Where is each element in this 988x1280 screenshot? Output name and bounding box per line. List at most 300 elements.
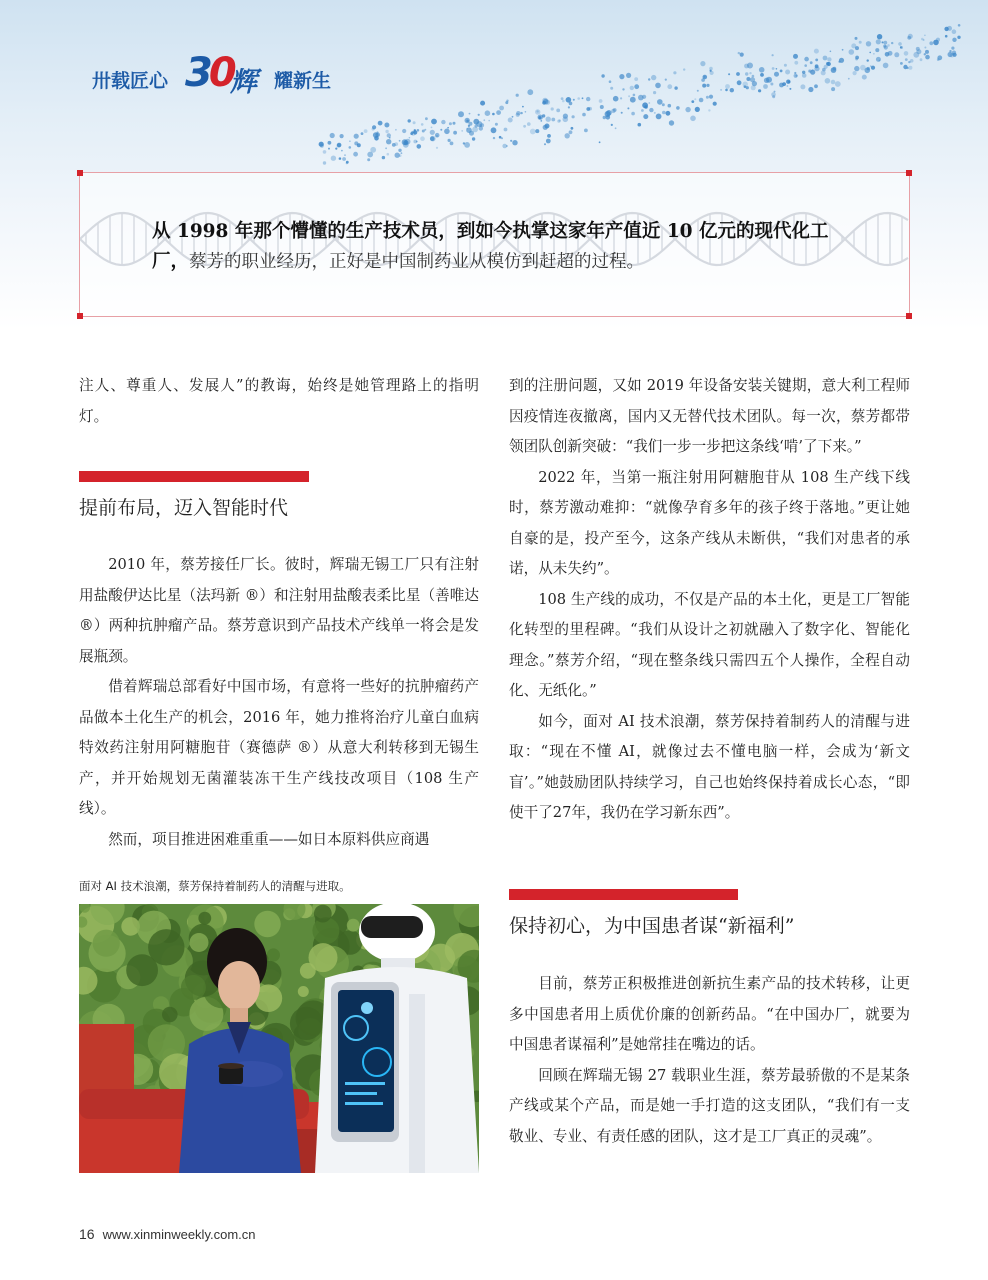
decor-dot <box>653 91 656 94</box>
decor-dot <box>340 134 344 138</box>
decor-dot <box>431 127 433 129</box>
decor-dot <box>505 101 508 104</box>
decor-dot <box>958 24 961 27</box>
decor-dot <box>920 58 923 61</box>
section-title: 提前布局，迈入智能时代 <box>79 497 289 519</box>
decor-dot <box>634 77 638 81</box>
decor-dot <box>413 132 415 134</box>
decor-dot <box>855 37 858 40</box>
decor-dot <box>785 70 790 75</box>
decor-dot <box>869 52 871 54</box>
decor-dot <box>417 129 420 132</box>
decor-dot <box>815 59 818 62</box>
decor-dot <box>488 120 490 122</box>
decor-dot <box>431 119 437 125</box>
decor-dot <box>436 135 438 137</box>
decor-dot <box>611 109 615 113</box>
decor-dot <box>335 148 337 150</box>
decor-dot <box>342 157 346 161</box>
decor-dot <box>760 73 764 77</box>
article-photo <box>79 904 479 1173</box>
decor-dot <box>320 144 324 148</box>
pull-quote-rest: 蔡芳的职业经历，正好是中国制药业从模仿到赶超的过程。 <box>189 252 645 272</box>
decor-dot <box>810 61 813 64</box>
decor-dot <box>499 136 502 139</box>
decor-dot <box>750 77 755 82</box>
decor-dot <box>522 106 524 108</box>
decor-dot <box>374 136 379 141</box>
decor-dot <box>853 71 857 75</box>
decor-dot <box>561 97 564 100</box>
decor-dot <box>571 127 574 130</box>
decor-dot <box>656 114 662 120</box>
decor-dot <box>398 149 401 152</box>
decor-dot <box>725 89 728 92</box>
decor-dot <box>703 75 708 80</box>
decor-dot <box>894 52 899 57</box>
decor-dot <box>504 128 508 132</box>
decor-dot <box>346 162 348 164</box>
decor-dot <box>774 91 776 93</box>
decor-dot <box>401 152 403 154</box>
decor-dot <box>883 45 886 48</box>
page-footer <box>79 1226 256 1242</box>
decor-dot <box>395 153 400 158</box>
decor-dot <box>651 75 656 80</box>
decor-dot <box>535 129 539 133</box>
decor-dot <box>568 106 570 108</box>
decor-dot <box>563 117 569 123</box>
decor-dot <box>601 74 604 77</box>
decor-dot <box>385 147 387 149</box>
decor-dot <box>354 134 359 139</box>
decor-dot <box>551 107 554 110</box>
decor-dot <box>420 136 425 141</box>
decor-dot <box>831 67 837 73</box>
body-paragraph: 然而，项目推进困难重重——如日本原料供应商遇 <box>108 830 430 848</box>
pull-quote-box <box>79 172 910 317</box>
decor-dot <box>749 72 751 74</box>
moss-clump <box>347 919 360 932</box>
decor-dot <box>780 70 783 73</box>
decor-dot <box>572 115 575 118</box>
decor-dot <box>367 158 370 161</box>
decor-dot <box>339 158 341 160</box>
decor-dot <box>831 87 835 91</box>
decor-dot <box>676 106 680 110</box>
decor-dot <box>925 55 930 60</box>
decor-dot <box>788 81 790 83</box>
decor-dot <box>771 92 776 97</box>
decor-dot <box>384 123 389 128</box>
decor-dot <box>883 41 887 45</box>
decor-dot <box>690 116 696 122</box>
decor-dot <box>619 74 624 79</box>
decor-dot <box>746 77 750 81</box>
decor-dot <box>621 112 623 114</box>
decor-dot <box>480 123 484 127</box>
decor-dot <box>468 125 470 127</box>
decor-dot <box>904 51 909 56</box>
decor-dot <box>879 60 881 62</box>
decor-dot <box>449 122 452 125</box>
decor-dot <box>600 105 604 109</box>
decor-dot <box>622 88 624 90</box>
decor-dot <box>876 39 881 44</box>
decor-dot <box>586 107 590 111</box>
decor-dot <box>854 66 859 71</box>
decor-dot <box>627 107 629 109</box>
decor-dot <box>951 47 954 50</box>
decor-dot <box>947 26 952 31</box>
decor-dot <box>929 41 933 45</box>
decor-dot <box>394 142 398 146</box>
decor-dot <box>527 89 533 95</box>
decor-dot <box>615 127 617 129</box>
left-column-main <box>79 550 479 855</box>
decor-dot <box>655 83 661 89</box>
decor-dot <box>613 96 619 102</box>
decor-dot <box>770 83 773 86</box>
decor-dot <box>772 67 775 70</box>
decor-dot <box>569 130 573 134</box>
corner-mark <box>77 170 83 176</box>
decor-dot <box>542 114 545 117</box>
decor-dot <box>643 114 648 119</box>
decor-dot <box>669 120 674 125</box>
decor-dot <box>516 94 519 97</box>
decor-dot <box>582 97 584 99</box>
left-column-top <box>79 371 479 432</box>
decor-dot <box>924 47 926 49</box>
decor-dot <box>499 106 504 111</box>
decor-dot <box>626 73 631 78</box>
decor-dot <box>887 44 890 47</box>
moss-clump <box>314 905 332 923</box>
decor-dot <box>478 114 480 116</box>
decor-dot <box>525 111 527 113</box>
decor-dot <box>877 34 882 39</box>
decor-dot <box>697 90 699 92</box>
decor-dot <box>945 35 948 38</box>
decor-dot <box>586 97 590 101</box>
decor-dot <box>957 36 960 39</box>
decor-dot <box>665 79 667 81</box>
decor-dot <box>402 129 406 133</box>
decor-dot <box>453 131 457 135</box>
pull-quote <box>152 217 852 277</box>
decor-dot <box>546 117 551 122</box>
corner-mark <box>77 313 83 319</box>
decor-dot <box>382 156 385 159</box>
decor-dot <box>921 38 924 41</box>
decor-dot <box>628 95 630 97</box>
decor-dot <box>502 144 507 149</box>
decor-dot <box>774 72 779 77</box>
decor-dot <box>463 142 465 144</box>
decor-dot <box>744 64 749 69</box>
banner-hui-glyph: 辉 <box>230 67 257 98</box>
decor-dot <box>611 124 613 126</box>
body-paragraph: 如今，面对 AI 技术浪潮，蔡芳保持着制药人的清醒与进取：“现在不懂 AI，就像过去不懂电脑一样，会成为‘新文盲’。”她鼓励团队持续学习，自己也始终保持着成长心态，“即使干了27年，我仍在学习新东西”。 <box>509 712 910 821</box>
decor-dot <box>530 129 536 135</box>
photo-illustration <box>79 904 479 1173</box>
moss-clump <box>290 1007 323 1040</box>
decor-dot <box>430 136 435 141</box>
decor-dot <box>706 96 709 99</box>
decor-dot <box>448 139 451 142</box>
decor-dot <box>405 139 411 145</box>
decor-dot <box>842 49 844 51</box>
decor-dot <box>469 131 474 136</box>
decor-dot <box>794 61 798 65</box>
decor-dot <box>855 46 859 50</box>
decor-dot <box>862 75 867 80</box>
section-divider-bar <box>509 889 738 900</box>
moss-clump <box>162 1007 178 1023</box>
decor-dot <box>759 67 765 73</box>
decor-dot <box>691 100 694 103</box>
decor-dot <box>804 64 807 67</box>
decor-dot <box>710 70 712 72</box>
decor-dot <box>709 95 713 99</box>
decor-dot <box>815 64 819 68</box>
decor-dot <box>814 49 819 54</box>
decor-dot <box>584 129 588 133</box>
decor-dot <box>674 86 677 89</box>
decor-dot <box>784 64 787 67</box>
decor-dot <box>562 100 565 103</box>
decor-dot <box>849 49 855 55</box>
decor-dot <box>648 78 650 80</box>
decor-dot <box>642 102 648 108</box>
decor-dot <box>386 139 391 144</box>
decor-dot <box>740 53 744 57</box>
decor-dot <box>421 123 424 126</box>
decor-dot <box>353 152 358 157</box>
decor-dot <box>631 112 635 116</box>
decor-dot <box>493 137 495 139</box>
decor-dot <box>736 72 740 76</box>
body-paragraph: 借着辉瑞总部看好中国市场，有意将一些好的抗肿瘤药产品做本土化生产的机会，2016 年，她力推将治疗儿童白血病特效药注射用阿糖胞苷（赛德萨 ®）从意大利转移到无锡生产，并开始规划无菌灌装冻干生产线技改项目（108 生产线）。 <box>79 678 479 817</box>
body-paragraph: 到的注册问题，又如 2019 年设备安装关键期，意大利工程师因疫情连夜撤离，国内又无替代技术团队。每一次，蔡芳都带领团队创新突破：“我们一步一步把这条线‘啃’了下来。” <box>509 377 910 455</box>
decor-dot <box>520 112 522 114</box>
decor-dot <box>480 101 485 106</box>
decor-dot <box>952 38 956 42</box>
decor-dot <box>349 146 352 149</box>
decor-dot <box>838 61 840 63</box>
decor-dot <box>444 129 450 135</box>
decor-dot <box>399 140 401 142</box>
banner-digit-three: 3 <box>185 50 209 96</box>
body-paragraph: 2010 年，蔡芳接任厂长。彼时，辉瑞无锡工厂只有注射用盐酸伊达比星（法玛新 ®）和注射用盐酸表柔比星（善唯达 ®）两种抗肿瘤产品。蔡芳意识到产品技术产线单一将会是发展瓶颈。 <box>79 556 479 665</box>
body-paragraph: 目前，蔡芳正积极推进创新抗生素产品的技术转移，让更多中国患者用上质优价廉的创新药品。“在中国办厂，就要为中国患者谋福利”是她常挂在嘴边的话。 <box>509 975 910 1053</box>
photo-caption: 面对 AI 技术浪潮，蔡芳保持着制药人的清醒与进取。 <box>79 879 351 893</box>
decor-dot <box>372 125 376 129</box>
decor-dot <box>540 120 542 122</box>
website-url: www.xinminweekly.com.cn <box>102 1227 256 1242</box>
decor-dot <box>891 42 893 44</box>
decor-dot <box>662 103 665 106</box>
decor-dot <box>808 87 813 92</box>
decor-dot <box>745 72 748 75</box>
decor-dot <box>876 57 881 62</box>
decor-dot <box>867 59 869 61</box>
decor-dot <box>827 62 831 66</box>
decor-dot <box>730 88 734 92</box>
decor-dot <box>620 97 622 99</box>
decor-dot <box>349 140 351 142</box>
banner-text-right: 耀新生 <box>274 70 332 92</box>
decor-dot <box>758 89 761 92</box>
decor-dot <box>795 75 797 77</box>
decor-dot <box>808 69 811 72</box>
decor-dot <box>948 52 953 57</box>
decor-dot <box>789 88 791 90</box>
decor-dot <box>764 78 769 83</box>
decor-dot <box>364 129 368 133</box>
decor-dot <box>582 113 586 117</box>
decor-dot <box>666 111 671 116</box>
decor-dot <box>387 153 390 156</box>
decor-dot <box>599 99 603 103</box>
moss-clump <box>254 911 280 937</box>
banner-digit-zero: 0 <box>208 50 233 96</box>
decor-dot <box>603 116 606 119</box>
decor-dot <box>630 86 634 90</box>
decor-dot <box>378 121 383 126</box>
decor-dot <box>464 142 470 148</box>
decor-dot <box>925 50 929 54</box>
decor-dot <box>827 57 831 61</box>
section-divider-bar <box>79 471 309 482</box>
decor-dot <box>535 109 540 114</box>
decor-dot <box>657 99 663 105</box>
decor-dot <box>634 84 639 89</box>
decor-dot <box>331 156 336 161</box>
decor-dot <box>905 58 908 61</box>
decor-dot <box>523 125 526 128</box>
decor-dot <box>453 122 456 125</box>
decor-dot <box>823 56 828 61</box>
decor-dot <box>835 81 841 87</box>
decor-dot <box>694 98 696 100</box>
decor-dot <box>606 115 611 120</box>
decor-dot <box>662 111 666 115</box>
decor-dot <box>713 102 717 106</box>
decor-dot <box>469 113 471 115</box>
decor-dot <box>900 62 903 65</box>
body-paragraph: 108 生产线的成功，不仅是产品的本土化，更是工厂智能化转型的里程碑。“我们从设计之初就融入了数字化、智能化理念。”蔡芳介绍，“现在整条线只需四五个人操作，全程自动化、无纸化。” <box>509 590 910 699</box>
moss-clump <box>298 986 309 997</box>
decor-dot <box>630 97 636 103</box>
decor-dot <box>908 61 910 63</box>
decor-dot <box>458 111 464 117</box>
decor-dot <box>547 134 551 138</box>
decor-dot <box>542 101 546 105</box>
decor-dot <box>328 141 332 145</box>
decor-dot <box>450 142 454 146</box>
decor-dot <box>699 98 704 103</box>
decor-dot <box>800 84 805 89</box>
decor-dot <box>848 78 850 80</box>
decor-dot <box>551 118 555 122</box>
decor-dot <box>417 144 422 149</box>
decor-dot <box>546 139 551 144</box>
decor-dot <box>898 42 902 46</box>
decor-dot <box>743 82 748 87</box>
decor-dot <box>344 154 346 156</box>
decor-dot <box>875 48 879 52</box>
decor-dot <box>377 131 379 133</box>
decor-dot <box>573 99 575 101</box>
decor-dot <box>738 52 740 54</box>
decor-dot <box>924 53 926 55</box>
decor-dot <box>609 80 612 83</box>
decor-dot <box>485 110 491 116</box>
decor-dot <box>830 51 832 53</box>
decor-dot <box>793 54 798 59</box>
decor-dot <box>341 150 343 152</box>
decor-dot <box>772 54 774 56</box>
decor-dot <box>752 75 755 78</box>
decor-dot <box>559 119 561 121</box>
decor-dot <box>599 141 601 143</box>
decor-dot <box>648 102 650 104</box>
decor-dot <box>440 129 442 131</box>
decor-dot <box>866 41 871 46</box>
decor-dot <box>425 117 428 120</box>
decor-dot <box>683 68 685 70</box>
moss-clump <box>190 933 209 952</box>
decor-dot <box>638 95 644 101</box>
corner-mark <box>906 170 912 176</box>
decor-dot <box>491 127 497 133</box>
decor-dot <box>883 63 889 69</box>
decor-dot <box>825 78 831 84</box>
decor-dot <box>408 119 411 122</box>
decor-dot <box>763 84 768 89</box>
decor-dot <box>831 80 836 85</box>
decor-dot <box>422 130 425 133</box>
decor-dot <box>413 121 416 124</box>
moss-clump <box>198 912 211 925</box>
decor-dot <box>952 29 957 34</box>
decor-dot <box>395 129 397 131</box>
decor-dot <box>706 84 709 87</box>
decor-dot <box>728 73 730 75</box>
decor-dot <box>569 102 573 106</box>
decor-dot <box>385 130 388 133</box>
decor-dot <box>924 35 926 37</box>
decor-dot <box>900 46 903 49</box>
decor-dot <box>802 73 807 78</box>
decor-dot <box>695 107 700 112</box>
decor-dot <box>702 84 706 88</box>
moss-clump <box>267 948 280 961</box>
decor-dot <box>916 49 921 54</box>
decor-dot <box>937 58 940 61</box>
body-paragraph: 2022 年，当第一瓶注射用阿糖胞苷从 108 生产线下线时，蔡芳激动难抑：“就像孕育多年的孩子终于落地。”更让她自豪的是，投产至今，这条产线从未断供，“我们对患者的承诺，从未失约”。 <box>509 468 910 577</box>
decor-dot <box>516 111 520 115</box>
decor-dot <box>447 127 449 129</box>
body-paragraph: 回顾在辉瑞无锡 27 载职业生涯，蔡芳最骄傲的不是某条产线或某个产品，而是她一手打造的这支团队，“我们有一支敬业、专业、有责任感的团队，这才是工厂真正的灵魂”。 <box>509 1066 910 1145</box>
banner-thirty-logo <box>185 50 233 96</box>
decor-dot <box>776 68 778 70</box>
decor-dot <box>387 133 391 137</box>
decor-dot <box>804 57 809 62</box>
decor-dot <box>673 71 676 74</box>
